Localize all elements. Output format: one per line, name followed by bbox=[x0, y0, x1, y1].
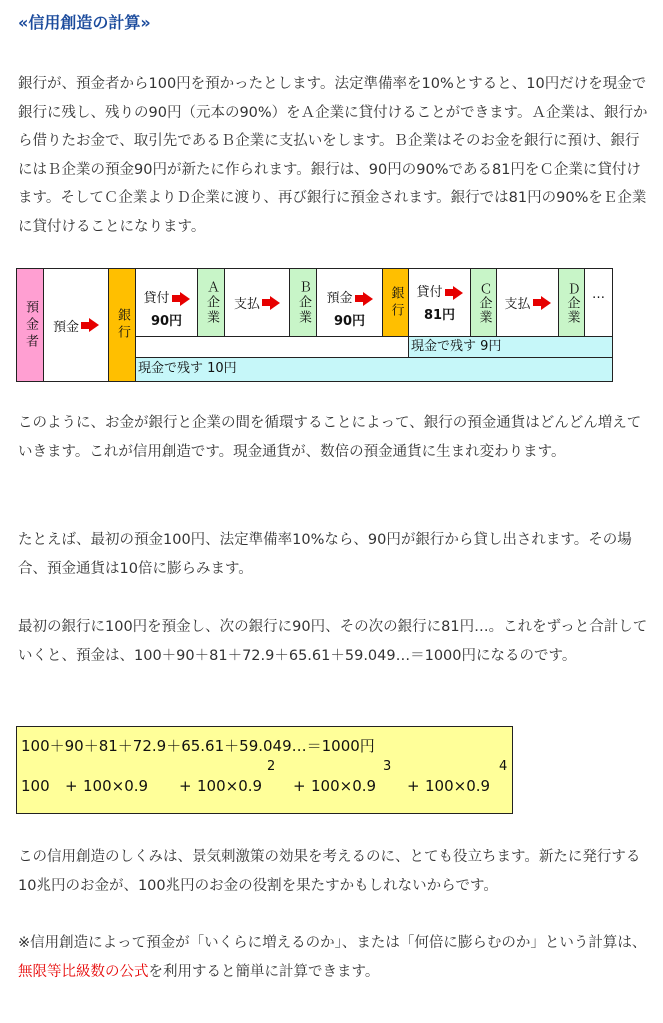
note-prefix: ※信用創造によって預金が「いくらに増えるのか」、または「何倍に膨らむのか」という計算は、 bbox=[18, 935, 647, 951]
formula-term-2: 100×0.9 bbox=[83, 777, 149, 795]
formula-exp-3: 2 bbox=[267, 759, 276, 774]
reserve-label-1: 現金で残す 10円 bbox=[138, 361, 237, 376]
bank-cell-1 bbox=[109, 269, 136, 381]
arrow-right-icon bbox=[180, 292, 190, 306]
reserve-cell-2 bbox=[409, 337, 612, 358]
payment-label-1: 支払 bbox=[233, 297, 260, 312]
company-a-cell bbox=[198, 269, 225, 337]
loan-amount-1: 90円 bbox=[150, 314, 183, 329]
formula-term-4: 100×0.9 bbox=[311, 777, 377, 795]
company-d-cell bbox=[559, 269, 585, 337]
paragraph-example: たとえば、最初の預金100円、法定準備率10%なら、90円が銀行から貸し出されます。その場合、預金通貨は10倍に膨らみます。 bbox=[18, 532, 632, 577]
formula-plus-3: + bbox=[293, 777, 306, 795]
loan-label-2: 貸付 bbox=[416, 285, 443, 300]
formula-term-3: 100×0.9 bbox=[197, 777, 263, 795]
reserve-label-2: 現金で残す 9円 bbox=[411, 339, 502, 354]
paragraph-note bbox=[18, 929, 648, 986]
company-b-label: Ｂ企業 bbox=[296, 280, 311, 325]
paragraph-sum: 最初の銀行に100円を預金し、次の銀行に90円、その次の銀行に81円…。これをずっと合計していくと、預金は、100＋90＋81＋72.9＋65.61＋59.049…＝1000円になるのです。 bbox=[18, 619, 648, 664]
paragraph-intro: 銀行が、預金者から100円を預かったとします。法定準備率を10%とすると、10円だけを現金で銀行に残し、残りの90円（元本の90%）をＡ企業に貸付けることができます。Ａ企業は、銀行から借りたお金で、取引先であるＢ企業に支払いをします。Ｂ企業はそのお金を銀行に預け、銀行にはＢ企業の預金90円が新たに作られます。銀行は、90円の90%である81円をＣ企業に貸付けます。そしてＣ企業よりＤ企業に渡り、再び銀行に預金されます。銀行では81円の90%をＥ企業に貸付けることになります。 bbox=[18, 76, 648, 235]
note-suffix: を利用すると簡単に計算できます。 bbox=[148, 963, 380, 980]
formula-term-1: 100 bbox=[21, 777, 50, 795]
bank-label-1: 銀行 bbox=[115, 308, 130, 342]
arrow-right-icon bbox=[363, 292, 373, 306]
arrow-right-icon bbox=[89, 318, 99, 332]
deposit-flow-1 bbox=[44, 269, 109, 381]
formula-term-5: 100×0.9 bbox=[425, 777, 491, 795]
arrow-right-icon bbox=[270, 296, 280, 310]
reserve-cell-1 bbox=[136, 358, 612, 381]
paragraph-explanation: このように、お金が銀行と企業の間を循環することによって、銀行の預金通貨はどんどん増えていきます。これが信用創造です。現金通貨が、数倍の預金通貨に生まれ変わります。 bbox=[18, 415, 642, 460]
paragraph-usage: この信用創造のしくみは、景気刺激策の効果を考えるのに、とても役立ちます。新たに発行する10兆円のお金が、100兆円のお金の役割を果たすかもしれないからです。 bbox=[18, 849, 641, 894]
credit-creation-diagram bbox=[16, 268, 613, 382]
company-b-cell bbox=[290, 269, 317, 337]
blank-cell bbox=[136, 337, 409, 358]
geometric-series-link[interactable]: 無限等比級数の公式 bbox=[18, 963, 149, 980]
formula-box bbox=[16, 726, 513, 814]
loan-flow-1 bbox=[136, 269, 198, 337]
company-a-label: Ａ企業 bbox=[204, 280, 219, 325]
company-d-label: Ｄ企業 bbox=[564, 281, 580, 324]
bank-label-2: 銀行 bbox=[388, 285, 404, 320]
bank-cell-2 bbox=[383, 269, 409, 337]
loan-flow-2 bbox=[409, 269, 471, 337]
formula-exp-5: 4 bbox=[499, 759, 508, 774]
payment-flow-1 bbox=[225, 269, 290, 337]
depositor-cell bbox=[17, 269, 44, 381]
deposit-amount-2: 90円 bbox=[333, 314, 366, 329]
deposit-label-1: 預金 bbox=[52, 319, 79, 335]
formula-plus-4: + bbox=[407, 777, 420, 795]
loan-label-1: 貸付 bbox=[143, 291, 170, 306]
ellipsis-text: … bbox=[592, 287, 605, 302]
section-title: «信用創造の計算» bbox=[18, 13, 151, 32]
formula-exp-4: 3 bbox=[383, 759, 392, 774]
formula-plus-2: + bbox=[179, 777, 192, 795]
payment-flow-2 bbox=[497, 269, 559, 337]
arrow-right-icon bbox=[541, 296, 551, 310]
formula-plus-1: + bbox=[65, 777, 78, 795]
company-c-label: Ｃ企業 bbox=[476, 281, 492, 324]
payment-label-2: 支払 bbox=[504, 297, 531, 312]
deposit-flow-2 bbox=[317, 269, 383, 337]
deposit-label-2: 預金 bbox=[326, 291, 353, 306]
depositor-label: 預金者 bbox=[23, 299, 38, 351]
ellipsis-cell bbox=[585, 269, 612, 337]
company-c-cell bbox=[471, 269, 497, 337]
loan-amount-2: 81円 bbox=[423, 308, 456, 323]
arrow-right-icon bbox=[453, 286, 463, 300]
formula-line-1: 100＋90＋81＋72.9＋65.61＋59.049…＝1000円 bbox=[21, 737, 375, 755]
